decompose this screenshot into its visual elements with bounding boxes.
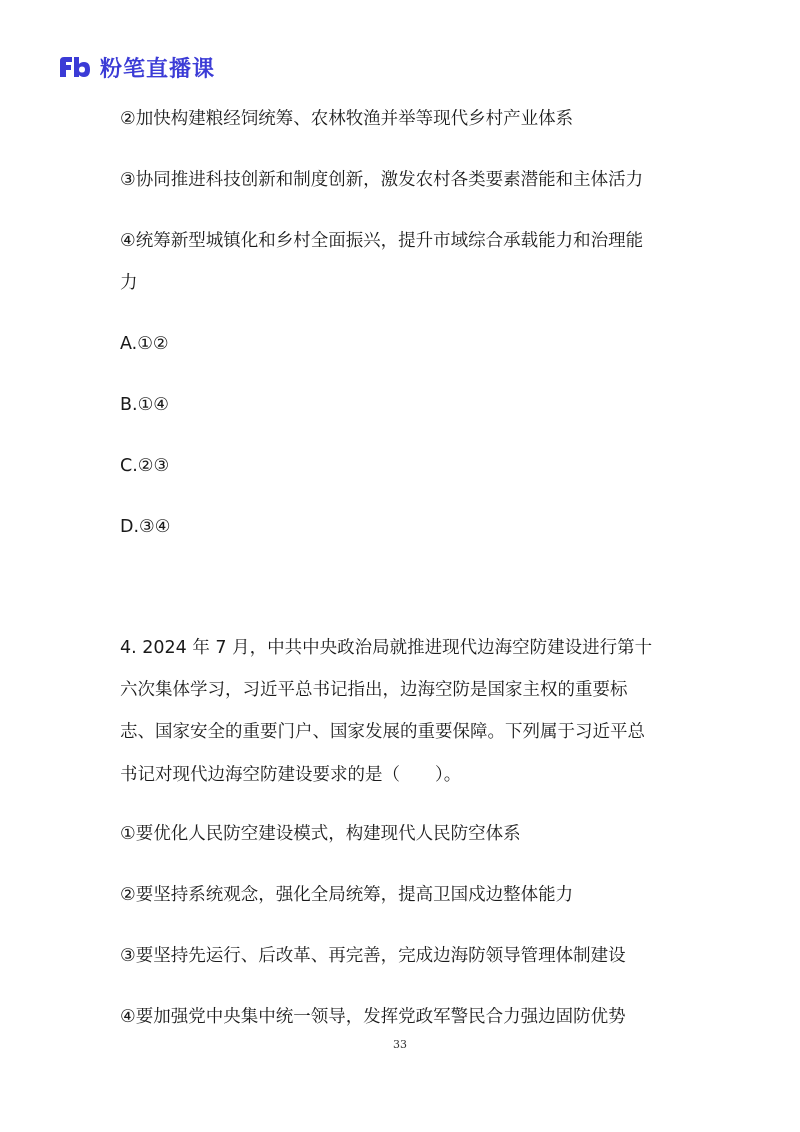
q4-stem-line-4: 书记对现代边海空防建设要求的是（ ）。 [120,765,462,785]
q4-statement-1: ①要优化人民防空建设模式，构建现代人民防空体系 [120,824,521,844]
q3-option-a: A.①② [120,334,169,354]
fb-logo-icon [58,55,92,79]
header [58,52,215,82]
q3-statement-2: ②加快构建粮经饲统筹、农林牧渔并举等现代乡村产业体系 [120,109,574,129]
q3-option-c: C.②③ [120,456,170,476]
q3-statement-4: ④统筹新型城镇化和乡村全面振兴，提升市域综合承载能力和治理能 [120,231,644,251]
brand-name: 粉笔直播课 [100,56,216,82]
q3-option-b: B.①④ [120,395,169,415]
page-number: 33 [393,1038,407,1051]
q3-statement-3: ③协同推进科技创新和制度创新，激发农村各类要素潜能和主体活力 [120,170,644,190]
q4-stem-line-2: 六次集体学习，习近平总书记指出，边海空防是国家主权的重要标 [120,680,628,700]
q4-statement-4: ④要加强党中央集中统一领导，发挥党政军警民合力强边固防优势 [120,1007,626,1027]
q4-stem-line-3: 志、国家安全的重要门户、国家发展的重要保障。下列属于习近平总 [120,722,645,742]
q4-statement-3: ③要坚持先运行、后改革、再完善，完成边海防领导管理体制建设 [120,946,626,966]
q3-option-d: D.③④ [120,517,171,537]
q4-statement-2: ②要坚持系统观念，强化全局统筹，提高卫国戍边整体能力 [120,885,574,905]
q4-stem-line-1: 4. 2024 年 7 月，中共中央政治局就推进现代边海空防建设进行第十 [120,638,653,658]
q3-statement-4-cont: 力 [120,273,138,293]
